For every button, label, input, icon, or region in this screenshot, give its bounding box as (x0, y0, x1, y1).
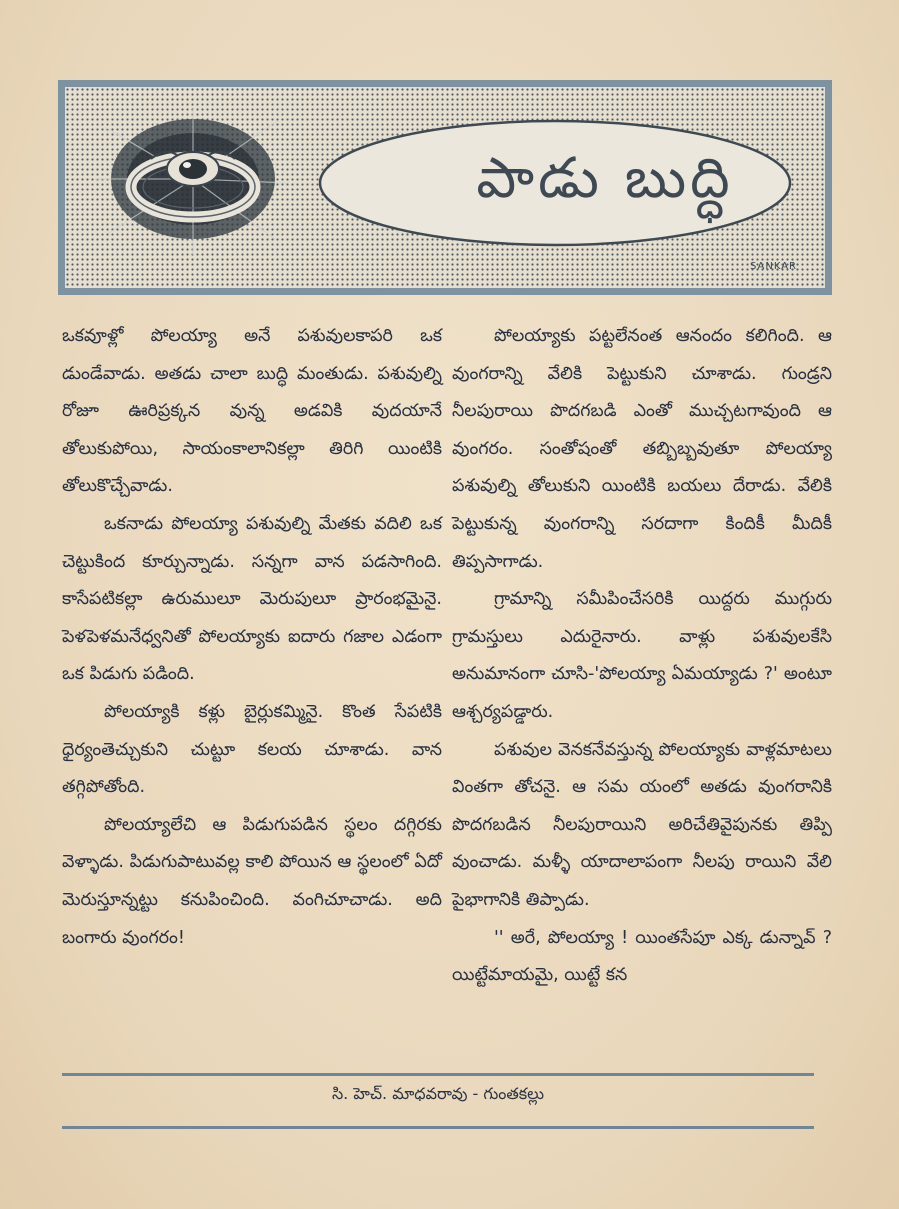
divider-top (62, 1073, 814, 1076)
story-title: పాడు బుద్ధి (476, 145, 734, 211)
paragraph: '' అరే, పోలయ్యా ! యింతసేపూ ఎక్క డున్నావ్ ? యిట్టేమాయమై, యిట్టే కన (452, 927, 832, 986)
right-column (452, 318, 832, 995)
paragraph: పశువుల వెనకనేవస్తున్న పోలయ్యాకు వాళ్లమాటలు వింతగా తోచనై. ఆ సమ యంలో అతడు వుంగరానికి పొదగబడిన నీలపురాయిని అరిచేతివైపునకు తిప్పి వుంచాడు. మళ్ళీ యాదాలాపంగా నీలపు రాయిని వేలి పైభాగానికి తిప్పాడు. (452, 739, 832, 910)
divider-bottom (62, 1126, 814, 1129)
left-column (62, 318, 442, 957)
artist-signature: SANKAR (749, 261, 797, 272)
paragraph: పోలయ్యాకు పట్టలేనంత ఆనందం కలిగింది. ఆ వుంగరాన్ని వేలికి పెట్టుకుని చూశాడు. గుండ్రని నీలపురాయి పొదగబడి ఎంతో ముచ్చటగావుంది ఆ వుంగరం. సంతోషంతో తబ్బిబ్బవుతూ పోలయ్యా పశువుల్ని తోలుకుని యింటికి బయలు దేరాడు. వేలికి పెట్టుకున్న వుంగరాన్ని సరదాగా కిందికీ మీదికీ తిప్పసాగాడు. (452, 326, 832, 572)
paragraph: పోలయ్యాకి కళ్లు బైర్లుకమ్మినై. కొంత సేపటికి ధైర్యంతెచ్చుకుని చుట్టూ కలయ చూశాడు. వాన తగ్గిపోతోంది. (62, 701, 442, 798)
paragraph: గ్రామాన్ని సమీపించేసరికి యిద్దరు ముగ్గురు గ్రామస్తులు ఎదురైనారు. వాళ్లు పశువులకేసి అనుమానంగా చూసి-'పోలయ్యా ఏమయ్యాడు ?' అంటూ ఆశ్చర్యపడ్డారు. (452, 589, 832, 722)
banner-stipple-background (65, 87, 825, 288)
paragraph: ఒకవూళ్లో పోలయ్యా అనే పశువులకాపరి ఒక డుండేవాడు. అతడు చాలా బుద్ధి మంతుడు. పశువుల్ని రోజూ ఊరిప్రక్కన వున్న అడవికి వుదయానే తోలుకుపోయి, సాయంకాలానికల్లా తిరిగి యింటికి తోలుకొచ్చేవాడు. (62, 326, 442, 497)
title-banner (58, 80, 832, 295)
paragraph: ఒకనాడు పోలయ్యా పశువుల్ని మేతకు వదిలి ఒక చెట్టుకింద కూర్చున్నాడు. సన్నగా వాన పడసాగింది. కాసేపటికల్లా ఉరుములూ మెరుపులూ ప్రారంభమైనై. పెళపెళమనేధ్వనితో పోలయ్యాకు ఐదారు గజాల ఎడంగా ఒక పిడుగు పడింది. (62, 513, 442, 685)
paragraph: పోలయ్యాలేచి ఆ పిడుగుపడిన స్థలం దగ్గిరకు వెళ్ళాడు. పిడుగుపాటువల్ల కాలి పోయిన ఆ స్థలంలో ఏదో మెరుస్తూన్నట్టు కనుపించింది. వంగిచూచాడు. అది బంగారు వుంగరం! (62, 814, 442, 948)
author-byline: సి. హెచ్. మాధవరావు - గుంతకల్లు (331, 1084, 545, 1103)
